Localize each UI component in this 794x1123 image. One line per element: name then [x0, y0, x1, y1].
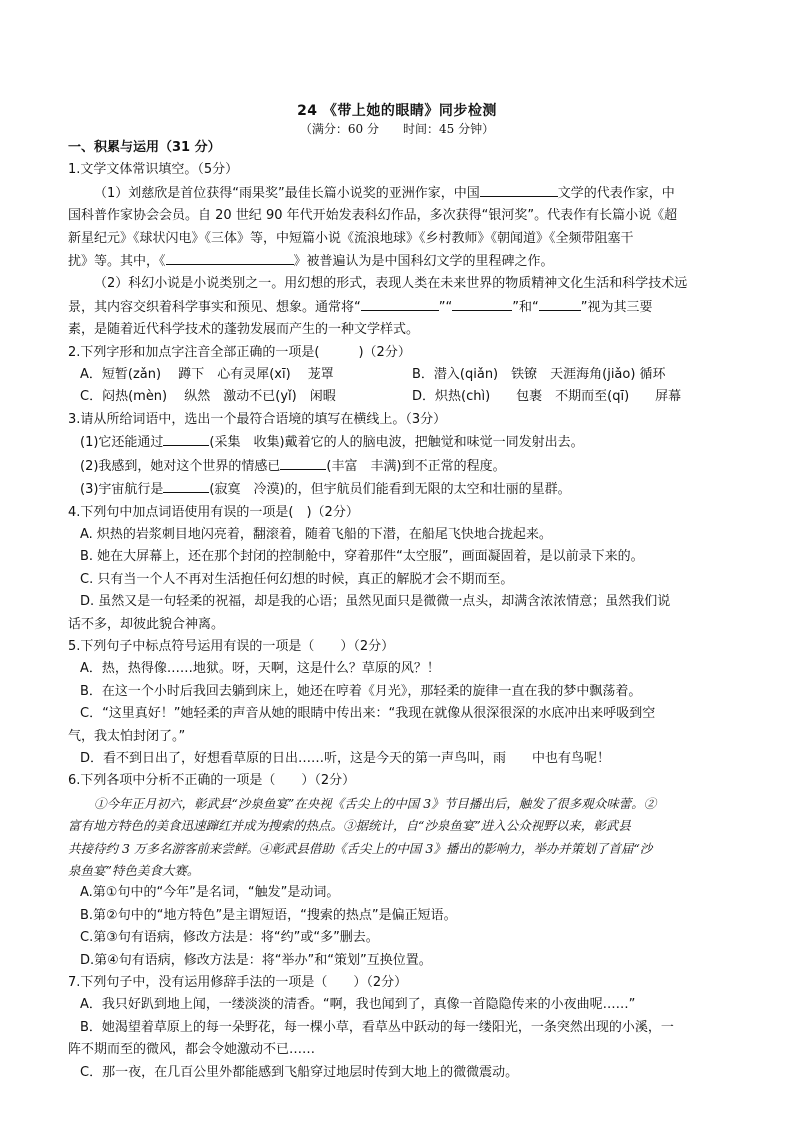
- option-b[interactable]: B. 她在大屏幕上，还在那个封闭的控制舱中，穿着那件“太空服”，画面凝固着，是以前录下来的。: [80, 549, 644, 565]
- option-c[interactable]: C．“这里真好！”她轻柔的声音从她的眼睛中传出来：“我现在就像从很深很深的水底冲出来呼吸到空: [80, 706, 656, 722]
- question-2-options-row1: [68, 364, 728, 386]
- passage-line: 共接待约 3 万多名游客前来尝鲜。④彰武县借助《舌尖上的中国 3》播出的影响力，举办并策划了首届“沙: [68, 840, 653, 856]
- question-4-stem: 4.下列句中加点词语使用有误的一项是( )（2分）: [68, 504, 359, 520]
- answer-blank[interactable]: [452, 296, 512, 311]
- option-d-continued: 话不多，却彼此貌合神离。: [68, 616, 225, 632]
- answer-blank[interactable]: [163, 431, 209, 446]
- question-3-line3: (3)宇宙航行是 (寂寞 冷漠)的，但宇航员们能看到无限的太空和壮丽的星群。: [68, 478, 728, 501]
- option-b[interactable]: B.第②句中的“地方特色”是主谓短语，“搜索的热点”是偏正短语。: [80, 907, 457, 923]
- page-subtitle: （满分：60 分 时间：45 分钟）: [299, 122, 495, 136]
- option-a[interactable]: A．我只好趴到地上闻，一缕淡淡的清香。“啊，我也闻到了，真像一首隐隐传来的小夜曲呢……”: [80, 997, 636, 1013]
- option-c[interactable]: C．闷热(mèn) 纵然 激动不已(yǐ) 闲暇: [80, 389, 336, 405]
- question-1-part1-line4: 扰》等。其中，《 》被普遍认为是中国科幻文学的里程碑之作。: [68, 250, 728, 273]
- option-b[interactable]: B．她渴望着草原上的每一朵野花，每一棵小草，看草丛中跃动的每一缕阳光，一条突然出现的小溪，一: [80, 1019, 674, 1035]
- option-a[interactable]: A. 炽热的岩浆刺目地闪亮着，翻滚着，随着飞船的下潜，在船尾飞快地合拢起来。: [80, 526, 552, 542]
- passage-line: 泉鱼宴”特色美食大赛。: [68, 863, 200, 878]
- question-6-stem: 6.下列各项中分析不正确的一项是（ ）（2分）: [68, 773, 356, 789]
- option-c[interactable]: C. 只有当一个人不再对生活抱任何幻想的时候，真正的解脱才会不期而至。: [80, 571, 514, 587]
- option-b[interactable]: B．潜入(qiǎn) 铁镣 天涯海角(jiǎo) 循环: [412, 367, 666, 383]
- passage-line: 富有地方特色的美食迅速蹿红并成为搜索的热点。③据统计，自“沙泉鱼宴”进入公众视野以来，彰武县: [68, 818, 631, 834]
- option-c[interactable]: C.第③句有语病，修改方法是：将“约”或“多”删去。: [80, 930, 379, 946]
- option-c[interactable]: C．那一夜，在几百公里外都能感到飞船穿过地层时传到大地上的微微震动。: [80, 1064, 519, 1080]
- option-a[interactable]: A．热，热得像……地狱。呀，天啊，这是什么？草原的风？！: [80, 661, 440, 677]
- answer-blank[interactable]: [539, 296, 581, 311]
- question-7-stem: 7.下列句子中，没有运用修辞手法的一项是（ ）（2分）: [68, 975, 408, 991]
- option-c-continued: 气，我太怕封闭了。”: [68, 728, 186, 744]
- option-b-continued: 阵不期而至的微风，都会令她激动不已……: [68, 1042, 316, 1058]
- question-3-line2: (2)我感到，她对这个世界的情感已 (丰富 丰满)到不正常的程度。: [68, 455, 728, 478]
- option-a[interactable]: A．短暂(zǎn) 蹲下 心有灵犀(xī) 茏罩: [80, 367, 334, 383]
- option-d[interactable]: D．看不到日出了，好想看草原的日出……听，这是今天的第一声鸟叫，雨 中也有鸟呢！: [80, 750, 611, 766]
- question-3-stem: 3.请从所给词语中，选出一个最符合语境的填写在横线上。（3分）: [68, 411, 447, 427]
- page-title: 24 《带上她的眼睛》同步检测: [297, 103, 497, 119]
- question-6-passage: [68, 793, 728, 883]
- question-1-part2-line2: 景，其内容交织着科学事实和预见、想象。通常将“ ”“ ”和“ ”视为其三要: [68, 296, 728, 319]
- question-3-line1: (1)它还能通过 (采集 收集)戴着它的人的脑电波，把触觉和味觉一同发射出去。: [68, 431, 728, 454]
- question-2-options-row2: [68, 386, 728, 408]
- question-1-part1-line1: （1）刘慈欣是首位获得“雨果奖”最佳长篇小说奖的亚洲作家，中国 文学的代表作家，中: [68, 182, 728, 205]
- question-2-stem: 2.下列字形和加点字注音全部正确的一项是( )（2分）: [68, 344, 411, 360]
- option-b[interactable]: B．在这一个小时后我回去躺到床上，她还在哼着《月光》，那轻柔的旋律一直在我的梦中飘荡着。: [80, 683, 642, 699]
- answer-blank[interactable]: [280, 455, 326, 470]
- answer-blank[interactable]: [361, 296, 439, 311]
- question-1-part1-line2: 国科普作家协会会员。自 20 世纪 90 年代开始发表科幻作品，多次获得“银河奖”。代表作有长篇小说《超: [68, 208, 678, 224]
- question-1-part2-line3: 素，是随着近代科学技术的蓬勃发展而产生的一种文学样式。: [68, 322, 420, 338]
- question-1-part2-line1: （2）科幻小说是小说类别之一。用幻想的形式，表现人类在未来世界的物质精神文化生活和科学技术远: [94, 276, 688, 292]
- question-1-stem: 1.文学文体常识填空。（5分）: [68, 162, 239, 178]
- option-d[interactable]: D．炽热(chì) 包裹 不期而至(qī) 屏幕: [412, 389, 682, 405]
- question-5-stem: 5.下列句子中标点符号运用有误的一项是（ ）（2分）: [68, 638, 395, 654]
- document-body: [68, 137, 728, 1084]
- answer-blank[interactable]: [163, 478, 209, 493]
- option-a[interactable]: A.第①句中的“今年”是名词，“触发”是动词。: [80, 885, 340, 901]
- answer-blank[interactable]: [166, 250, 294, 265]
- answer-blank[interactable]: [480, 182, 558, 197]
- question-1-part1-line3: 新星纪元》《球状闪电》《三体》等，中短篇小说《流浪地球》《乡村教师》《朝闻道》《全频带阻塞干: [68, 230, 634, 246]
- section-heading: 一、积累与运用（31 分）: [68, 140, 221, 155]
- passage-line: ①今年正月初六，彰武县“沙泉鱼宴”在央视《舌尖上的中国 3》节目播出后，触发了很多观众味蕾。②: [94, 795, 657, 811]
- option-d[interactable]: D. 虽然又是一句轻柔的祝福，却是我的心语；虽然见面只是微微一点头，却满含浓浓情意；虽然我们说: [80, 594, 671, 610]
- option-d[interactable]: D.第④句有语病，修改方法是：将“举办”和“策划”互换位置。: [80, 952, 432, 968]
